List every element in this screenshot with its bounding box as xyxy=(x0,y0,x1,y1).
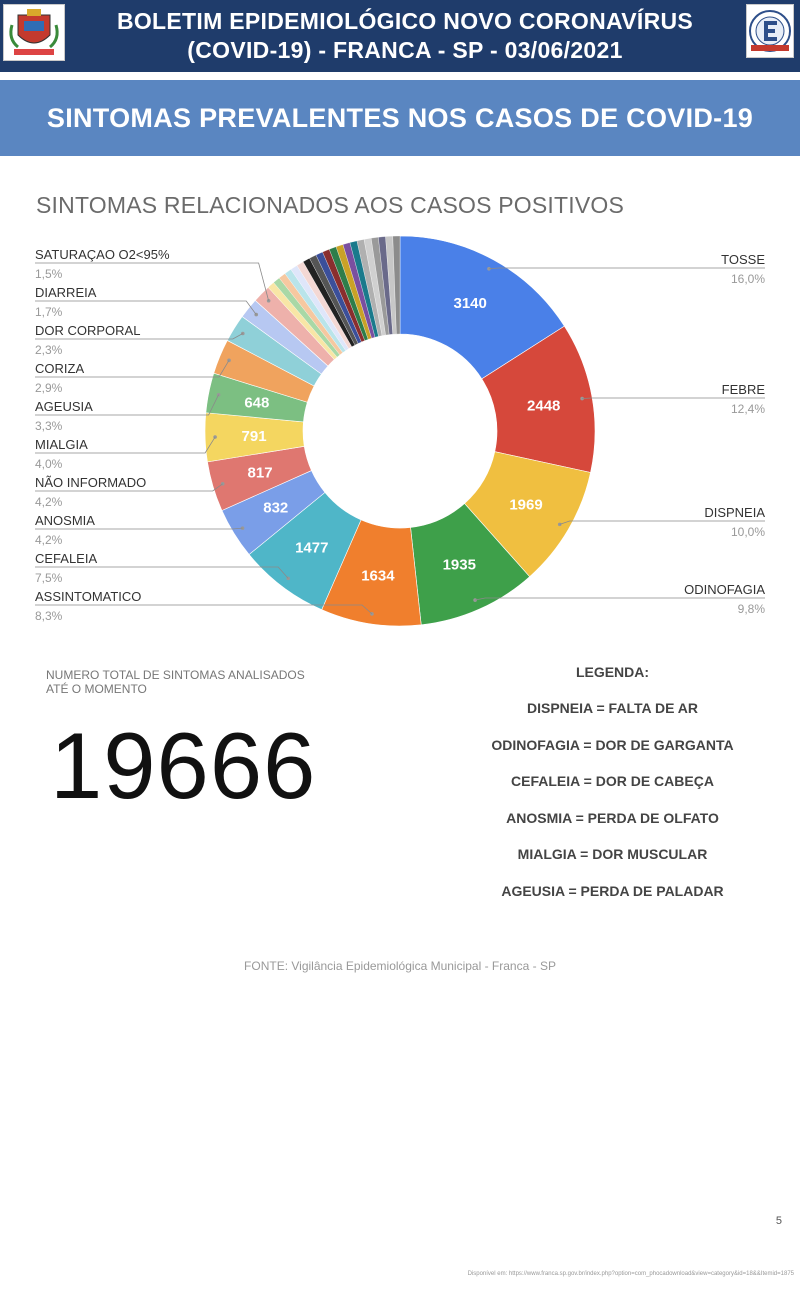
percent-assintomatico: 8,3% xyxy=(35,609,63,623)
value-label-assintomatico: 1634 xyxy=(361,567,395,585)
footer-url: Disponível em: https://www.franca.sp.gov.br/index.php?option=com_phocadownload&view=category&id=18&&Itemid=1875 xyxy=(467,1271,794,1277)
total-label-line1: NUMERO TOTAL DE SINTOMAS ANALISADOS xyxy=(46,668,305,682)
leader-diarreia xyxy=(35,301,256,315)
leader-febre xyxy=(582,398,765,399)
value-label-febre: 2448 xyxy=(527,397,561,415)
legend-item-cefaleia: CEFALEIA = DOR DE CABEÇA xyxy=(511,773,714,790)
percent-febre: 12,4% xyxy=(730,402,765,416)
label-ageusia: AGEUSIA xyxy=(35,399,93,414)
legend-item-odinofagia: ODINOFAGIA = DOR DE GARGANTA xyxy=(491,736,734,753)
percent-dor-corporal: 2,3% xyxy=(35,343,63,357)
label-saturacao-o2-95: SATURAÇAO O2<95% xyxy=(35,247,170,262)
percent-cefaleia: 7,5% xyxy=(35,571,63,585)
label-anosmia: ANOSMIA xyxy=(35,513,95,528)
label-tosse: TOSSE xyxy=(721,252,765,267)
label-nao-informado: NÃO INFORMADO xyxy=(35,475,147,490)
percent-nao-informado: 4,2% xyxy=(35,495,63,509)
label-coriza: CORIZA xyxy=(35,361,85,376)
leader-cefaleia xyxy=(35,567,288,578)
percent-anosmia: 4,2% xyxy=(35,533,63,547)
leader-coriza-dot xyxy=(227,359,231,363)
chart-title: SINTOMAS RELACIONADOS AOS CASOS POSITIVOS xyxy=(36,192,625,218)
legend-item-ageusia: AGEUSIA = PERDA DE PALADAR xyxy=(501,882,724,899)
value-label-tosse: 3140 xyxy=(453,294,487,312)
leader-odinofagia xyxy=(475,598,765,600)
legend-item-anosmia: ANOSMIA = PERDA DE OLFATO xyxy=(506,809,719,826)
total-label-line2: ATÉ O MOMENTO xyxy=(46,682,147,696)
section-banner: SINTOMAS PREVALENTES NOS CASOS DE COVID-19 xyxy=(0,80,800,156)
page-header xyxy=(0,0,800,72)
value-label-anosmia: 832 xyxy=(263,499,289,517)
header-title xyxy=(80,7,730,65)
percent-coriza: 2,9% xyxy=(35,381,63,395)
page-number: 5 xyxy=(775,1215,782,1227)
header-title-line1: BOLETIM EPIDEMIOLÓGICO NOVO CORONAVÍRUS xyxy=(116,8,694,34)
source-note: FONTE: Vigilância Epidemiológica Municipal - Franca - SP xyxy=(244,959,556,973)
label-diarreia: DIARREIA xyxy=(35,285,97,300)
value-label-mialgia: 791 xyxy=(241,427,267,445)
value-label-nao-informado: 817 xyxy=(247,464,273,482)
leader-dispneia xyxy=(560,521,765,524)
legend-title: LEGENDA: xyxy=(575,664,650,680)
total-label xyxy=(46,668,305,696)
percent-ageusia: 3,3% xyxy=(35,419,63,433)
value-label-ageusia: 648 xyxy=(244,394,270,412)
percent-mialgia: 4,0% xyxy=(35,457,63,471)
legend-item-mialgia: MIALGIA = DOR MUSCULAR xyxy=(517,846,708,863)
value-label-dispneia: 1969 xyxy=(509,496,543,514)
percent-dispneia: 10,0% xyxy=(730,525,765,539)
label-mialgia: MIALGIA xyxy=(35,437,88,452)
label-dispneia: DISPNEIA xyxy=(704,505,765,520)
percent-tosse: 16,0% xyxy=(730,272,765,286)
label-dor-corporal: DOR CORPORAL xyxy=(35,323,141,338)
leader-anosmia xyxy=(35,528,243,529)
total-value: 19666 xyxy=(50,713,317,818)
franca-coat-of-arms-logo xyxy=(3,4,65,61)
label-odinofagia: ODINOFAGIA xyxy=(684,582,765,597)
leader-tosse xyxy=(489,268,765,269)
label-assintomatico: ASSINTOMATICO xyxy=(35,589,142,604)
percent-odinofagia: 9,8% xyxy=(737,602,765,616)
percent-saturacao-o2-95: 1,5% xyxy=(35,267,63,281)
label-cefaleia: CEFALEIA xyxy=(35,551,98,566)
percent-diarreia: 1,7% xyxy=(35,305,63,319)
value-label-odinofagia: 1935 xyxy=(442,556,476,574)
legend-box xyxy=(460,660,765,916)
symptoms-donut-chart xyxy=(0,160,800,660)
legend-item-dispneia: DISPNEIA = FALTA DE AR xyxy=(527,700,698,716)
label-febre: FEBRE xyxy=(721,382,765,397)
header-title-line2: (COVID-19) - FRANCA - SP - 03/06/2021 xyxy=(187,37,623,63)
value-label-cefaleia: 1477 xyxy=(295,539,329,557)
vigilancia-epidemiologica-logo xyxy=(746,4,794,58)
